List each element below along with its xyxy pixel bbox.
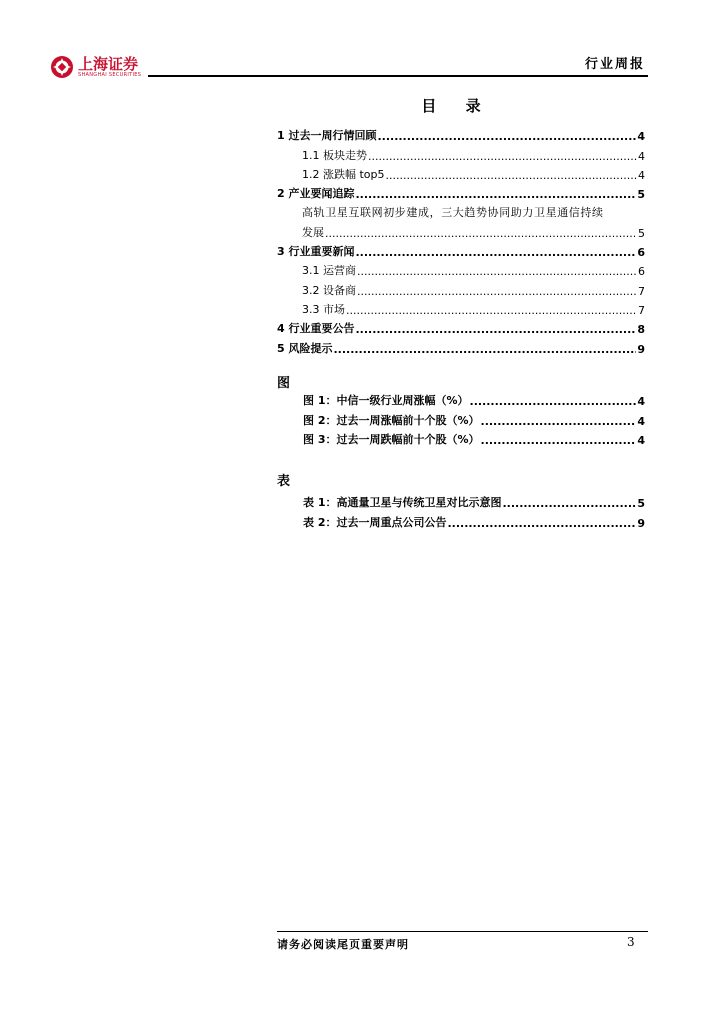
leader-dots [355, 323, 636, 336]
toc-entry-page: 9 [637, 342, 645, 356]
toc-entry-label: 3.3 市场 [302, 302, 345, 316]
figures-heading: 图 [277, 376, 291, 391]
figure-entry-page: 4 [637, 414, 645, 428]
toc-entry-label: 1.1 板块走势 [302, 148, 367, 162]
table-of-contents [277, 124, 645, 356]
table-entry-label: 表 1：高通量卫星与传统卫星对比示意图 [303, 496, 502, 510]
leader-dots [447, 517, 636, 530]
toc-entry-page: 4 [638, 168, 645, 182]
shanghai-securities-logo-icon [50, 55, 74, 79]
table-entry-page: 9 [637, 516, 645, 530]
table-entry-label: 表 2：过去一周重点公司公告 [303, 515, 447, 529]
toc-entry[interactable] [277, 182, 645, 201]
toc-entry[interactable] [277, 336, 645, 355]
logo-english-name: SHANGHAI SECURITIES [78, 72, 142, 78]
page-number: 3 [627, 935, 635, 949]
toc-entry-label: 发展 [302, 225, 324, 239]
toc-entry[interactable] [277, 124, 645, 143]
toc-entry-page: 5 [638, 226, 645, 240]
figure-entry-label: 图 2：过去一周涨幅前十个股（%） [303, 413, 480, 427]
company-logo [50, 55, 141, 79]
figure-entry-page: 4 [637, 395, 645, 409]
toc-entry[interactable] [277, 278, 645, 297]
toc-entry-label: 1 过去一周行情回顾 [277, 129, 377, 143]
toc-entry-label: 3 行业重要新闻 [277, 245, 355, 259]
figure-entry[interactable] [277, 389, 645, 408]
figures-list [277, 389, 645, 447]
leader-dots [368, 150, 637, 163]
toc-entry[interactable] [277, 143, 645, 162]
tables-list [277, 491, 645, 530]
toc-entry-page: 4 [638, 149, 645, 163]
toc-entry-label: 5 风险提示 [277, 341, 333, 355]
toc-entry[interactable] [277, 259, 645, 278]
leader-dots [386, 169, 637, 182]
logo-chinese-name: 上海证券 [78, 55, 139, 73]
table-entry[interactable] [277, 491, 645, 510]
toc-entry[interactable] [277, 240, 645, 259]
footer-divider [277, 931, 648, 932]
leader-dots [355, 188, 636, 201]
toc-entry-page: 4 [637, 130, 645, 144]
toc-entry-page: 6 [637, 246, 645, 260]
leader-dots [355, 246, 636, 259]
toc-entry-wrapped-line[interactable]: 高轨卫星互联网初步建成，三大趋势协同助力卫星通信持续 [302, 206, 604, 220]
toc-entry[interactable] [277, 163, 645, 182]
leader-dots [481, 415, 637, 428]
figure-entry[interactable] [277, 428, 645, 447]
toc-entry[interactable] [277, 317, 645, 336]
toc-entry-label: 3.1 运营商 [302, 264, 356, 278]
report-type-title: 行业周报 [584, 57, 645, 72]
leader-dots [470, 395, 637, 408]
leader-dots [377, 130, 636, 143]
table-entry[interactable] [277, 510, 645, 529]
footer-disclaimer: 请务必阅读尾页重要声明 [277, 938, 409, 951]
leader-dots [333, 343, 636, 356]
toc-entry[interactable] [277, 220, 645, 239]
toc-entry-page: 6 [638, 265, 645, 279]
figure-entry-label: 图 1：中信一级行业周涨幅（%） [303, 394, 469, 408]
figure-entry-page: 4 [637, 433, 645, 447]
toc-entry[interactable] [277, 298, 645, 317]
tables-heading: 表 [277, 474, 291, 489]
toc-entry-page: 8 [637, 323, 645, 337]
leader-dots [502, 497, 636, 510]
leader-dots [346, 304, 637, 317]
leader-dots [357, 285, 637, 298]
toc-entry-page: 5 [637, 188, 645, 202]
toc-entry-page: 7 [638, 284, 645, 298]
leader-dots [481, 434, 637, 447]
header-divider [148, 75, 648, 77]
leader-dots [357, 265, 637, 278]
toc-entry-label: 3.2 设备商 [302, 283, 356, 297]
toc-entry-label: 2 产业要闻追踪 [277, 187, 355, 201]
figure-entry-label: 图 3：过去一周跌幅前十个股（%） [303, 432, 480, 446]
toc-entry-label: 4 行业重要公告 [277, 322, 355, 336]
page-header [0, 0, 724, 80]
toc-entry-label: 1.2 涨跌幅 top5 [302, 167, 385, 181]
figure-entry[interactable] [277, 408, 645, 427]
leader-dots [325, 227, 637, 240]
toc-entry-page: 7 [638, 303, 645, 317]
toc-title: 目 录 [421, 97, 493, 115]
table-entry-page: 5 [637, 497, 645, 511]
